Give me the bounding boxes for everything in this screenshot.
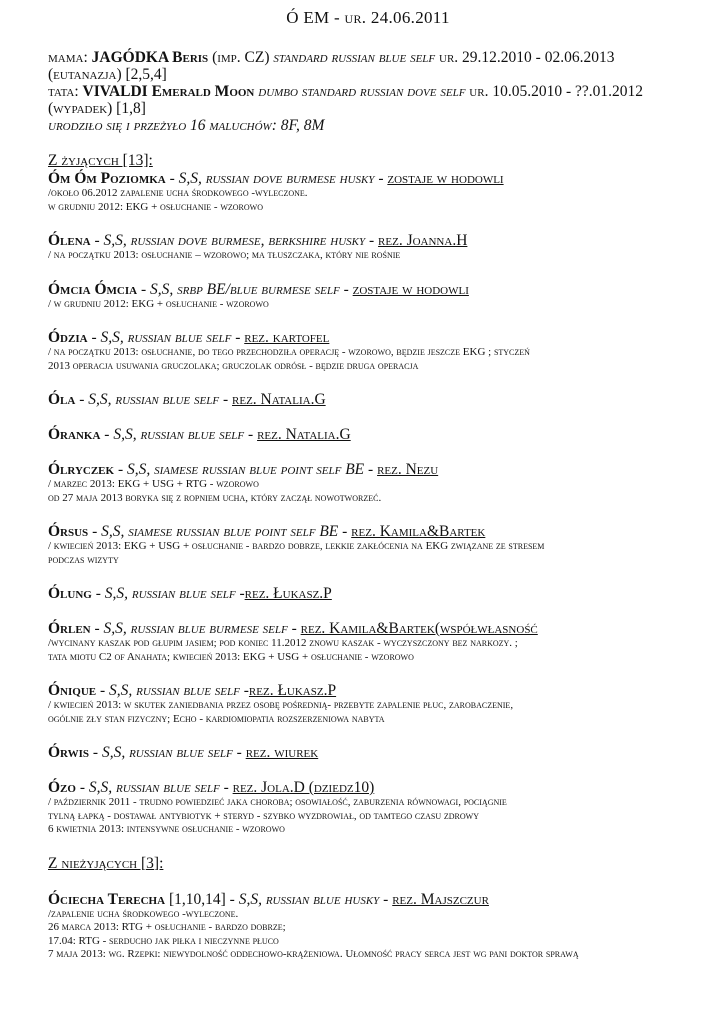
cat-entry — [48, 232, 688, 263]
cat-health-note: w grudniu 2012: EKG + osłuchanie - wzorowo — [48, 200, 263, 213]
cat-entry — [48, 585, 688, 602]
cat-health-note: od 27 maja 2013 boryka się z ropniem ucha, który zaczął nowotworzeć. — [48, 491, 382, 504]
cat-heading — [48, 779, 688, 796]
cat-health-note: / październik 2011 - trudno powiedzieć jaka choroba; osowiałość, zaburzenia równowagi, pociągnie — [48, 796, 507, 808]
cat-owner: rez. Łukasz.P — [248, 682, 337, 699]
cat-health-note: ogólnie zły stan fizyczny; Echo - kardiomiopatia rozszerzeniowa nabyta — [48, 712, 385, 725]
cat-breed-description: S,S, russian blue husky — [238, 890, 380, 908]
cat-health-note: /zapalenie ucha środkowego -wyleczone. — [48, 907, 239, 920]
cat-entry — [48, 170, 688, 214]
father-label: tata: — [48, 83, 79, 100]
cat-health-note: / w grudniu 2012: EKG + osłuchanie - wzorowo — [48, 297, 269, 310]
cat-owner: rez. Majszczur — [392, 890, 489, 908]
separator: - — [232, 744, 246, 761]
separator: - — [244, 426, 258, 443]
cat-owner: rez. Łukasz.P — [244, 585, 332, 602]
cat-entry — [48, 461, 688, 505]
cat-breed-description: S,S, russian blue self — [88, 391, 220, 408]
cat-heading — [48, 281, 688, 298]
separator: - — [89, 744, 102, 761]
cat-entry — [48, 682, 688, 726]
cat-heading — [48, 620, 688, 637]
cat-heading — [48, 523, 688, 540]
mother-desc: standard russian blue self — [273, 49, 436, 66]
cat-breed-description: S,S, russian blue self — [109, 682, 240, 699]
separator: - — [338, 523, 352, 540]
cat-name: Ómcia Ómcia — [48, 280, 138, 298]
living-cats-list — [48, 170, 688, 837]
cat-owner: zostaje w hodowli — [387, 170, 504, 187]
cat-heading — [48, 170, 688, 187]
cat-entry — [48, 779, 688, 837]
cat-health-note: / kwiecień 2013: EKG + USG + osłuchanie - bardzo dobrze, lekkie zakłócenia na EKG związane ze stresem — [48, 540, 545, 552]
cat-health-note: / marzec 2013: EKG + USG + RTG - wzorowo — [48, 478, 259, 490]
father-name: VIVALDI Emerald Moon — [82, 83, 255, 100]
separator: - — [90, 620, 104, 637]
cat-owner: rez. Joanna.H — [378, 232, 468, 249]
separator: - — [165, 170, 179, 187]
cat-health-note: 26 marca 2013: RTG + osłuchanie - bardzo dobrze; — [48, 921, 286, 933]
cat-health-note: / kwiecień 2013: w skutek zaniedbania przez osobę pośrednią- przebyte zapalenie płuc, zarobaczenie, — [48, 699, 514, 711]
cat-breed-description: S,S, russian dove burmese husky — [178, 170, 375, 187]
cat-owner: rez. Natalia.G — [257, 426, 351, 443]
cat-heading — [48, 585, 688, 602]
father-line — [48, 83, 688, 117]
cat-heading — [48, 461, 688, 478]
cat-breed-description: S,S, siamese russian blue point self BE — [127, 461, 365, 478]
cat-health-note: podczas wizyty — [48, 553, 119, 566]
cat-health-note: /wycinany kaszak pod głupim jasiem; pod koniec 11.2012 znowu kaszak - wyczyszczony bez narkozy. ; — [48, 637, 518, 649]
cat-owner: rez. kartofel — [244, 329, 330, 346]
cat-heading — [48, 329, 688, 346]
separator: - — [114, 461, 127, 478]
cat-entry — [48, 744, 688, 761]
cat-breed-description: S,S, russian blue burmese self — [103, 620, 288, 637]
father-desc: dumbo standard russian dove self — [258, 83, 466, 100]
separator: - — [219, 391, 233, 408]
cat-breed-description: S,S, russian dove burmese, berkshire husky — [103, 232, 366, 249]
father-dates: ur. 10.05.2010 - ??.01.2012 (wypadek) [1,8] — [48, 83, 643, 117]
cat-entry — [48, 891, 688, 962]
separator: - — [219, 779, 233, 796]
cat-health-note: tata miotu C2 of Anahata; kwiecień 2013: EKG + USG + osłuchanie - wzorowo — [48, 650, 414, 663]
separator: - — [96, 682, 110, 699]
cat-name: Óm Óm Poziomka — [48, 170, 166, 187]
cat-health-note: 7 maja 2013: wg. Rzepki: niewydolność oddechowo-krążeniowa. Ułomność pracy serca jest wg pani doktor sprawą — [48, 948, 579, 960]
separator: - — [231, 329, 245, 346]
cat-owner: rez. Kamila&Bartek(współwłasność — [300, 620, 538, 637]
mother-dates: ur. 29.12.2010 - 02.06.2013 (eutanazja) [2,5,4] — [48, 49, 615, 83]
cat-entry — [48, 426, 688, 443]
cat-heading — [48, 682, 688, 699]
cat-name: Órsus — [48, 523, 89, 540]
cat-health-note: 17.04: RTG - serducho jak piłka i nieczynne płuco — [48, 934, 279, 947]
cat-name: Ólryczek — [48, 461, 115, 478]
mother-line — [48, 49, 688, 83]
cat-breed-description: S,S, russian blue self — [101, 744, 233, 761]
cat-health-note: / na początku 2013: osłuchanie – wzorowo; ma tłuszczaka, który nie rośnie — [48, 249, 401, 261]
separator: - — [75, 391, 89, 408]
cat-breed-description: S,S, russian blue self — [88, 779, 220, 796]
cat-heading — [48, 391, 688, 408]
cat-health-note: 6 kwietnia 2013: intensywne osłuchanie - wzorowo — [48, 823, 285, 835]
separator: - — [75, 779, 89, 796]
deceased-section-header: Z nieżyjących [3]: — [48, 854, 164, 872]
cat-name: Ólena — [48, 232, 91, 249]
separator: - — [100, 426, 114, 443]
separator: - — [137, 280, 151, 298]
cat-pedigree-ref: [1,10,14] — [165, 890, 226, 908]
cat-breed-description: S,S, srbp BE/blue burmese self — [150, 280, 340, 298]
cat-name: Órwis — [48, 744, 90, 761]
document-page — [48, 8, 688, 980]
cat-name: Ózo — [48, 779, 76, 796]
cat-breed-description: S,S, russian blue self — [113, 426, 245, 443]
cat-health-note: 2013 operacja usuwania gruczolaka; gruczolak odrósł - będzie druga operacja — [48, 359, 419, 372]
mother-label: mama: — [48, 49, 88, 66]
separator: - — [364, 461, 378, 478]
separator: - — [239, 682, 249, 699]
cat-owner: rez. Nezu — [377, 461, 439, 478]
cat-name: Óla — [48, 391, 76, 408]
cat-health-note: / na początku 2013: osłuchanie, do tego przechodziła operację - wzorowo, będzie jeszcze EKG ; styczeń — [48, 346, 530, 358]
cat-name: Ódzia — [48, 329, 88, 346]
separator: - — [91, 585, 105, 602]
cat-owner: rez. Natalia.G — [232, 391, 326, 408]
cat-owner: rez. Kamila&Bartek — [351, 523, 486, 540]
deceased-cats-list — [48, 891, 688, 962]
cat-name: Óciecha Terecha — [48, 890, 166, 908]
cat-owner: rez. wiurek — [245, 744, 319, 761]
cat-breed-description: S,S, siamese russian blue point self BE — [101, 523, 339, 540]
page-title: Ó EM - ur. 24.06.2011 — [286, 8, 450, 27]
separator: - — [90, 232, 104, 249]
separator: - — [374, 170, 388, 187]
cat-entry — [48, 281, 688, 312]
mother-name: JAGÓDKA Beris — [91, 49, 209, 66]
cat-heading — [48, 744, 688, 761]
cat-health-note: /około 06.2012 zapalenie ucha środkowego -wyleczone. — [48, 187, 308, 199]
cat-name: Ólung — [48, 585, 92, 602]
cat-name: Óranka — [48, 426, 101, 443]
living-section-header: Z żyjących [13]: — [48, 152, 153, 169]
cat-health-note: tylną łapką - dostawał antybiotyk + steryd - szybko wyzdrowiał, od tamtego czasu zdrowy — [48, 809, 479, 822]
cat-entry — [48, 391, 688, 408]
separator: - — [339, 280, 353, 298]
cat-breed-description: S,S, russian blue self — [100, 329, 232, 346]
litter-summary: urodziło się i przeżyło 16 maluchów: 8F, 8M — [48, 117, 325, 134]
cat-breed-description: S,S, russian blue self — [104, 585, 236, 602]
cat-owner: rez. Jola.D (dziedz10) — [232, 779, 375, 796]
separator: - — [379, 890, 393, 908]
separator: - — [87, 329, 101, 346]
cat-name: Órlen — [48, 620, 91, 637]
cat-heading — [48, 232, 688, 249]
cat-heading — [48, 891, 688, 908]
cat-owner: zostaje w hodowli — [352, 280, 469, 298]
mother-origin: (imp. CZ) — [212, 49, 270, 66]
cat-entry — [48, 620, 688, 664]
cat-entry — [48, 329, 688, 373]
separator: - — [365, 232, 379, 249]
separator: - — [287, 620, 301, 637]
separator: - — [88, 523, 102, 540]
cat-name: Ónique — [48, 682, 97, 699]
separator: - — [225, 890, 239, 908]
separator: - — [235, 585, 245, 602]
cat-entry — [48, 523, 688, 567]
cat-heading — [48, 426, 688, 443]
